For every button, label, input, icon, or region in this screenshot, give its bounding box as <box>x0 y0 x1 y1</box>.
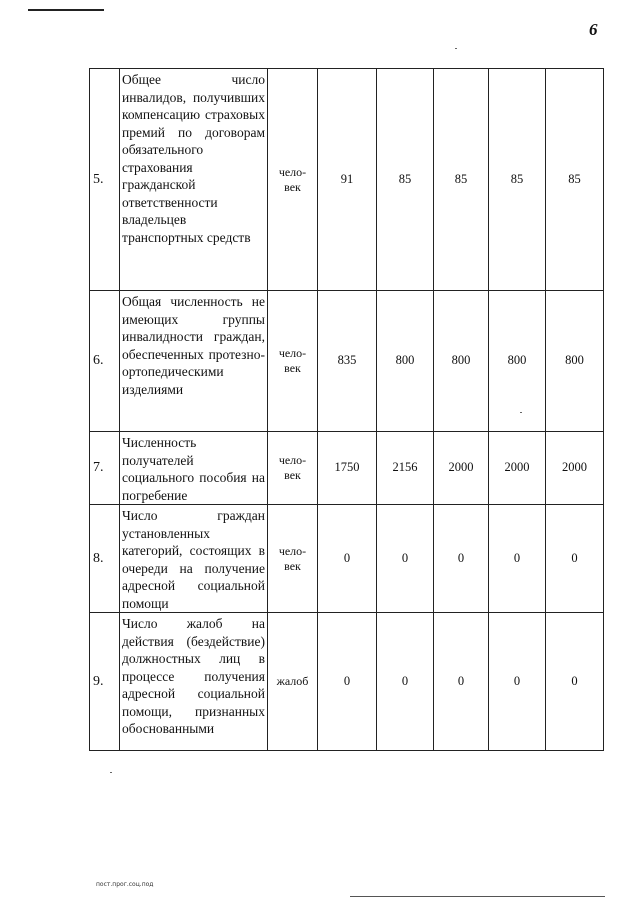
value-cell: 800 <box>434 291 489 432</box>
value-cell: 1750 <box>318 432 377 505</box>
unit-cell: чело- век <box>268 505 318 613</box>
indicators-table <box>89 68 604 751</box>
indicator-name: Число граждан установленных категорий, состоящих в очереди на получение адресной социальной помощи <box>120 505 268 613</box>
top-rule <box>28 9 104 11</box>
value-cell: 91 <box>318 69 377 291</box>
unit-cell: жалоб <box>268 613 318 751</box>
scan-speck <box>455 48 457 49</box>
table-row <box>90 432 604 505</box>
table-row <box>90 613 604 751</box>
value-cell: 85 <box>377 69 434 291</box>
row-number: 6. <box>90 291 120 432</box>
row-number: 8. <box>90 505 120 613</box>
value-cell: 85 <box>546 69 604 291</box>
table-row <box>90 291 604 432</box>
table-row <box>90 69 604 291</box>
indicator-name: Общее число инвалидов, получивших компенсацию страховых премий по договорам обязательного страхования гражданской ответственности владельцев транспортных средств <box>120 69 268 291</box>
value-cell: 2000 <box>546 432 604 505</box>
value-cell: 0 <box>489 505 546 613</box>
bottom-rule <box>350 896 605 897</box>
value-cell: 0 <box>377 613 434 751</box>
table-row <box>90 505 604 613</box>
unit-cell: чело- век <box>268 69 318 291</box>
value-cell: 835 <box>318 291 377 432</box>
value-cell: 0 <box>377 505 434 613</box>
scan-speck <box>110 772 112 773</box>
value-cell: 800 <box>546 291 604 432</box>
page-number: 6 <box>589 20 598 39</box>
value-cell: 85 <box>489 69 546 291</box>
row-number: 7. <box>90 432 120 505</box>
value-cell: 0 <box>434 613 489 751</box>
value-cell: 0 <box>318 505 377 613</box>
footer-note: пост.прог.соц.под <box>96 881 154 888</box>
value-cell: 0 <box>546 613 604 751</box>
value-cell: 2000 <box>434 432 489 505</box>
unit-cell: чело- век <box>268 432 318 505</box>
value-cell: 0 <box>434 505 489 613</box>
indicator-name: Численность получателей социального пособия на погребение <box>120 432 268 505</box>
indicator-name: Число жалоб на действия (бездействие) должностных лиц в процессе получения адресной социальной помощи, признанных обоснованными <box>120 613 268 751</box>
value-cell: 800 <box>489 291 546 432</box>
value-cell: 800 <box>377 291 434 432</box>
value-cell: 0 <box>546 505 604 613</box>
indicator-name: Общая численность не имеющих группы инвалидности граждан, обеспеченных протезно-ортопедическими изделиями <box>120 291 268 432</box>
row-number: 5. <box>90 69 120 291</box>
value-cell: 2000 <box>489 432 546 505</box>
row-number: 9. <box>90 613 120 751</box>
scan-speck <box>520 412 522 413</box>
unit-cell: чело- век <box>268 291 318 432</box>
value-cell: 0 <box>318 613 377 751</box>
value-cell: 0 <box>489 613 546 751</box>
value-cell: 85 <box>434 69 489 291</box>
value-cell: 2156 <box>377 432 434 505</box>
